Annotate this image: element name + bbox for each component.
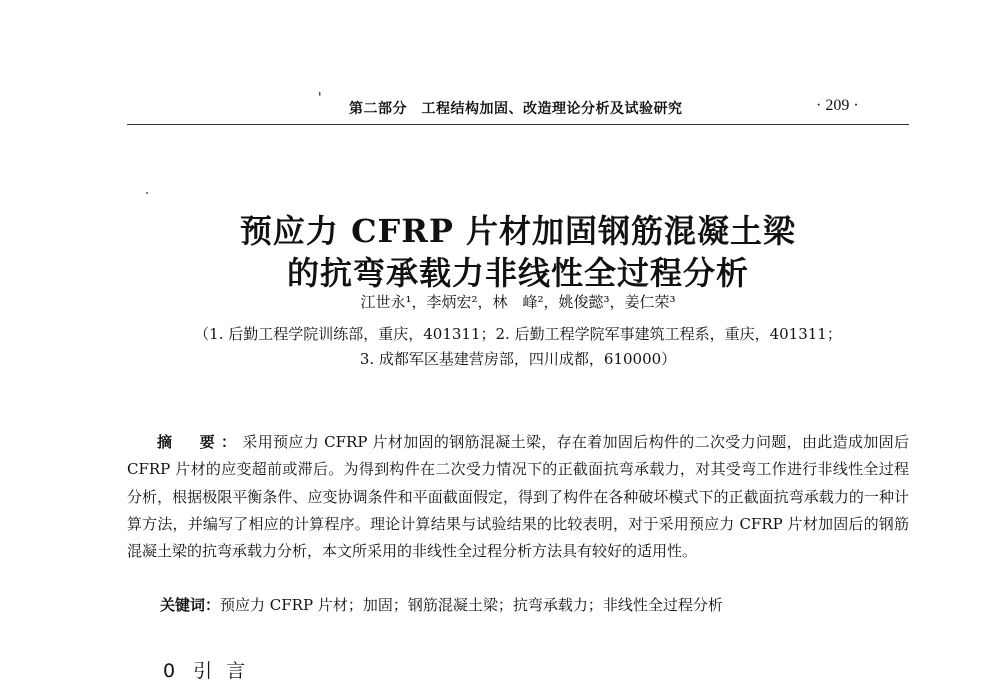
keywords-text: 预应力 CFRP 片材；加固；钢筋混凝土梁；抗弯承载力；非线性全过程分析 [220,596,723,614]
section-number: 0 [163,660,176,682]
abstract [127,429,909,565]
abstract-label: 摘 要： [157,433,243,451]
author-list: 江世永¹，李炳宏²，林 峰²，姚俊懿³，姜仁荣³ [360,293,676,311]
header-rule [127,124,909,125]
section-title: 引言 [193,660,260,682]
keywords [160,594,723,615]
paper-title-line-1: 预应力 CFRP 片材加固钢筋混凝土梁 [239,212,797,250]
affiliation-line-1: （1. 后勤工程学院训练部，重庆，401311；2. 后勤工程学院军事建筑工程系，重庆，401311； [194,325,842,343]
page-number: · 209 · [816,97,859,114]
abstract-text: 采用预应力 CFRP 片材加固的钢筋混凝土梁，存在着加固后构件的二次受力问题，由此造成加固后 CFRP 片材的应变超前或滞后。为得到构件在二次受力情况下的正截面抗弯承载力，对其受弯工作进行非线性全过程分析，根据极限平衡条件、应变协调条件和平面截面假定，得到了构件在各种破坏模式下的正截面抗弯承载力的一种计算方法，并编写了相应的计算程序。理论计算结果与试验结果的比较表明，对于采用预应力 CFRP 片材加固后的钢筋混凝土梁的抗弯承载力分析，本文所采用的非线性全过程分析方法具有较好的适用性。 [127,433,909,561]
paper-title-line-2: 的抗弯承载力非线性全过程分析 [286,254,749,292]
header-mark: ' [318,91,322,106]
affiliation-line-2: 3. 成都军区基建营房部，四川成都，610000） [359,350,677,368]
keywords-label: 关键词： [160,596,221,614]
running-head: 第二部分 工程结构加固、改造理论分析及试验研究 [349,101,683,117]
scan-dot [146,192,148,194]
section-heading [163,656,259,683]
